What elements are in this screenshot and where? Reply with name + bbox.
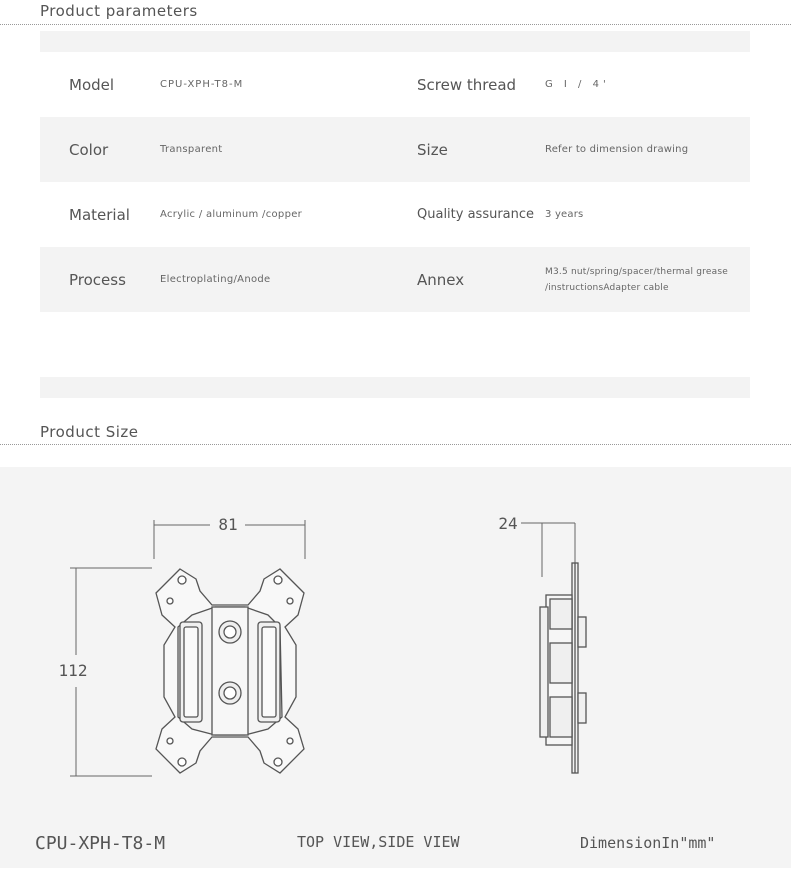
param-value: Electroplating/Anode: [160, 274, 271, 285]
width-label: 81: [218, 515, 238, 534]
table-row: [40, 52, 750, 117]
side-view-block: [540, 563, 586, 773]
dimension-drawing: [0, 467, 791, 868]
dimension-drawing-panel: [0, 467, 791, 868]
param-key: Screw thread: [417, 75, 517, 94]
height-label: 112: [58, 661, 88, 680]
table-bottom-band: [40, 377, 750, 398]
size-title: Product Size: [40, 423, 139, 441]
top-view-block: [156, 569, 304, 773]
param-value: CPU-XPH-T8-M: [160, 79, 244, 90]
unit-caption: DimensionIn"mm": [580, 834, 716, 852]
param-key: Size: [417, 140, 448, 159]
view-caption: TOP VIEW,SIDE VIEW: [297, 833, 460, 851]
param-value: Acrylic / aluminum /copper: [160, 209, 303, 220]
param-value: M3.5 nut/spring/spacer/thermal grease /instructionsAdapter cable: [545, 266, 728, 293]
depth-dimension: [521, 523, 575, 577]
model-caption: CPU-XPH-T8-M: [35, 833, 166, 854]
param-value: Transparent: [160, 144, 223, 155]
depth-label: 24: [498, 514, 518, 533]
param-key: Process: [69, 270, 126, 289]
table-top-band: [40, 31, 750, 52]
param-value: 3 years: [545, 208, 584, 220]
param-key: Model: [69, 75, 115, 94]
param-key: Annex: [417, 270, 465, 289]
param-key: Material: [69, 205, 130, 224]
param-value: Refer to dimension drawing: [545, 143, 689, 155]
table-row: [40, 117, 750, 182]
param-value: G I / 4': [545, 78, 610, 90]
table-row: [40, 182, 750, 247]
params-table: [40, 31, 750, 398]
params-divider: [0, 24, 791, 25]
param-key: Quality assurance: [417, 207, 535, 222]
param-key: Color: [69, 140, 109, 159]
size-divider: [0, 444, 791, 445]
table-row-empty: [40, 312, 750, 377]
params-title: Product parameters: [40, 2, 198, 20]
table-row: [40, 247, 750, 312]
